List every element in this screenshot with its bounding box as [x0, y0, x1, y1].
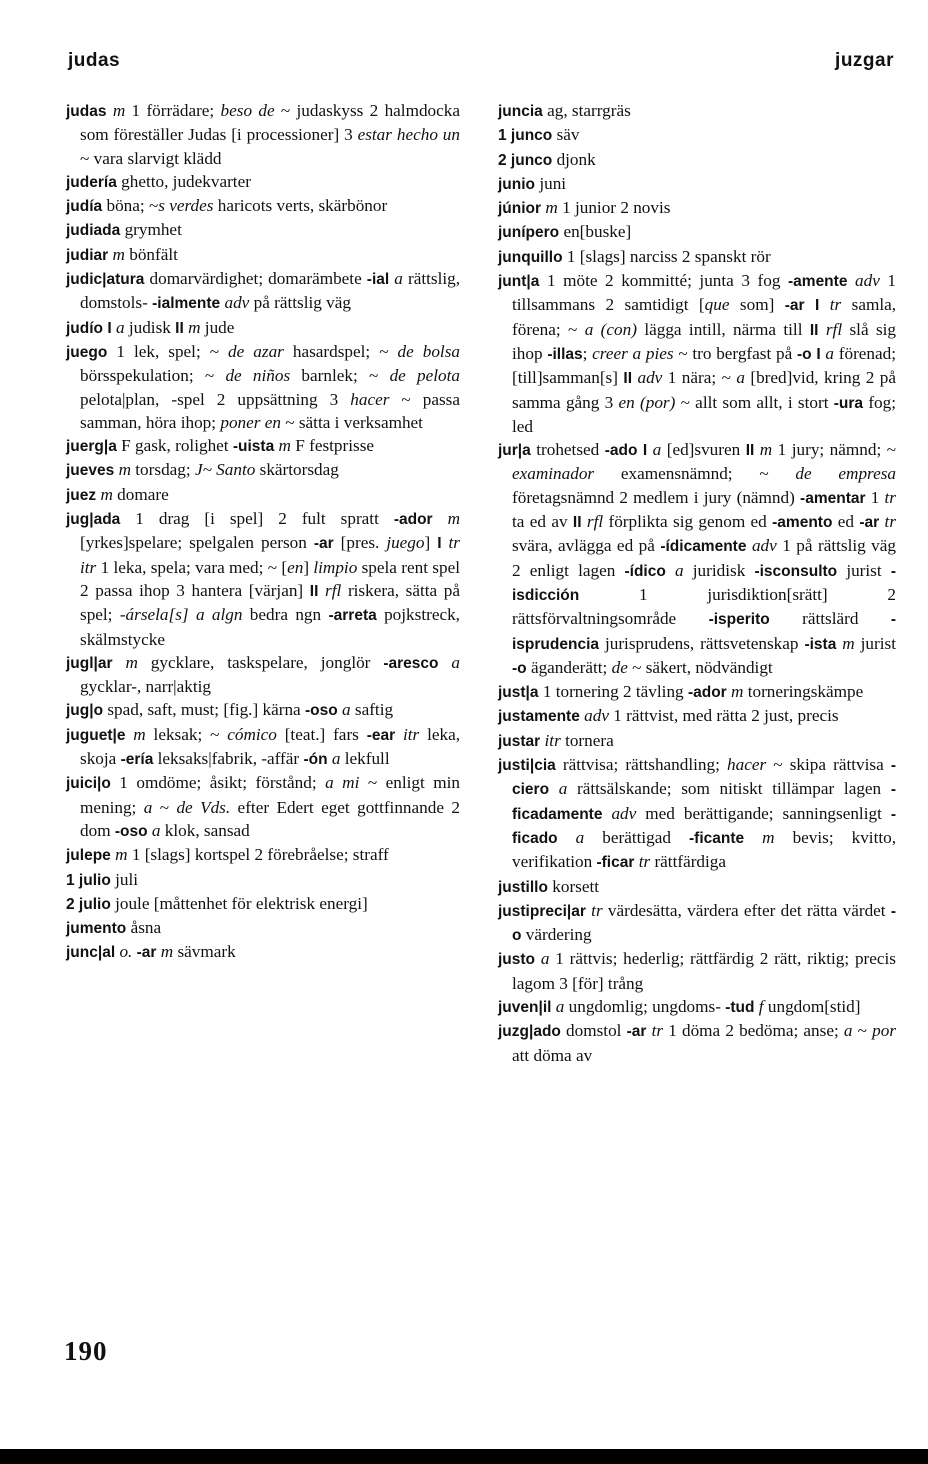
scan-bottom-border — [0, 1449, 928, 1464]
dictionary-entry: justi|cia rättvisa; rättshandling; hacer ~ skipa rättvisa -ciero a rättsälskande; som nitiskt tillämpar lagen -ficadamente adv med berättigande; sanningsenligt -ficado a berättigad -ficante m bevis; kvitto, verifikation -ficar tr rättfärdiga — [498, 755, 897, 872]
dictionary-entry: junio juni — [498, 173, 567, 193]
dictionary-entry: juego 1 lek, spel; ~ de azar hasardspel; ~ de bolsa börsspekulation; ~ de niños barnlek; ~ de pelota pelota|plan, -spel 2 uppsättning 3 hacer ~ passa samman, höra ihop; poner en ~ sätta i verksamhet — [66, 341, 461, 432]
dictionary-entry: juven|il a ungdomlig; ungdoms- -tud f ungdom[stid] — [498, 996, 861, 1016]
dictionary-entry: juzg|ado domstol -ar tr 1 döma 2 bedöma; anse; a ~ por att döma av — [498, 1021, 897, 1065]
dictionary-entry: 1 julio juli — [66, 869, 139, 889]
dictionary-entry: justamente adv 1 rättvist, med rätta 2 just, precis — [498, 706, 839, 726]
dictionary-entry: justipreci|ar tr värdesätta, värdera efter det rätta värdet -o värdering — [498, 900, 897, 945]
dictionary-entry: junc|al o. -ar m sävmark — [66, 942, 236, 962]
dictionary-entry: juerg|a F gask, rolighet -uista m F festprisse — [66, 436, 375, 456]
dictionary-entry: juguet|e m leksak; ~ cómico [teat.] fars -ear itr leka, skoja -ería leksaks|fabrik, -affär -ón a lekfull — [66, 724, 460, 769]
dictionary-entry: juici|o 1 omdöme; åsikt; förstånd; a mi ~ enligt min mening; a ~ de Vds. efter Edert eget gottfinnande 2 dom -oso a klok, sansad — [66, 773, 460, 840]
left-column — [66, 99, 460, 965]
dictionary-entry: judas m 1 förrädare; beso de ~ judaskyss 2 halmdocka som föreställer Judas [i processioner] 3 estar hecho un ~ vara slarvigt klädd — [66, 101, 460, 168]
dictionary-entry: juez m domare — [66, 484, 169, 504]
dictionary-entry: judiar m bönfält — [66, 244, 178, 264]
dictionary-entry: justo a 1 rättvis; hederlig; rättfärdig 2 rätt, riktig; precis lagom 3 [för] trång — [498, 949, 896, 993]
dictionary-entry: jueves m torsdag; J~ Santo skärtorsdag — [66, 460, 339, 480]
dictionary-entry: junípero en[buske] — [498, 222, 632, 242]
dictionary-entry: jug|ada 1 drag [i spel] 2 fult spratt -ador m [yrkes]spelare; spelgalen person -ar [pres. juego] I tr itr 1 leka, spela; vara med; ~ [en] limpio spela rent spel 2 passa ihop 3 hantera [värjan] II rfl riskera, sätta på spel; -ársela[s] a algn bedra ngn -arreta pojkstreck, skälmstycke — [66, 509, 460, 649]
dictionary-entry: 2 junco djonk — [498, 149, 596, 169]
dictionary-entry: julepe m 1 [slags] kortspel 2 förebråelse; straff — [66, 845, 389, 865]
dictionary-entry: júnior m 1 junior 2 novis — [498, 198, 671, 218]
dictionary-entry: just|a 1 tornering 2 tävling -ador m torneringskämpe — [498, 682, 864, 702]
dictionary-entry: junquillo 1 [slags] narciss 2 spanskt rör — [498, 246, 771, 266]
dictionary-entry: 1 junco säv — [498, 125, 580, 145]
page-number: 190 — [64, 1336, 108, 1366]
dictionary-entry: jumento åsna — [66, 918, 162, 938]
dictionary-entry: judería ghetto, judekvarter — [66, 171, 251, 191]
dictionary-entry: justar itr tornera — [498, 730, 614, 750]
right-column — [498, 99, 896, 1067]
dictionary-entry: junt|a 1 möte 2 kommitté; junta 3 fog -amente adv 1 tillsammans 2 samtidigt [que som] -ar I tr samla, förena; ~ a (con) lägga intill, närma till II rfl slå sig ihop -illas; creer a pies ~ tro bergfast på -o I a förenad; [till]samman[s] II adv 1 nära; ~ a [bred]vid, kring 2 på samma gång 3 en (por) ~ allt som allt, i stort -ura fog; led — [498, 271, 897, 436]
dictionary-entry: jur|a trohetsed -ado I a [ed]svuren II m 1 jury; nämnd; ~ examinador examensnämnd; ~ de empresa företagsnämnd 2 medlem i jury (nämnd) -amentar 1 tr ta ed av II rfl förplikta sig genom ed -amento ed -ar tr svära, avlägga ed på -ídicamente adv 1 på rättslig väg 2 enligt lagen -ídico a juridisk -isconsulto jurist -isdicción 1 jurisdiktion[srätt] 2 rättsförvaltningsområde -isperito rättslärd -isprudencia jurisprudens, rättsvetenskap -ista m jurist -o äganderätt; de ~ säkert, nödvändigt — [498, 440, 897, 677]
dictionary-entry: jug|o spad, saft, must; [fig.] kärna -oso a saftig — [66, 700, 394, 720]
dictionary-entry: judic|atura domarvärdighet; domarämbete -ial a rättslig, domstols- -ialmente adv på rättslig väg — [66, 269, 461, 313]
dictionary-entry: judiada grymhet — [66, 220, 182, 240]
dictionary-entry: 2 julio joule [måttenhet för elektrisk energi] — [66, 893, 368, 913]
dictionary-entry: judía böna; ~s verdes haricots verts, skärbönor — [66, 196, 388, 216]
dictionary-entry: jugl|ar m gycklare, taskspelare, jonglör -aresco a gycklar-, narr|aktig — [66, 652, 461, 697]
dictionary-entry: justillo korsett — [498, 876, 600, 896]
guide-word-left: judas — [68, 50, 121, 71]
guide-word-right: juzgar — [835, 50, 894, 71]
dictionary-entry: juncia ag, starrgräs — [498, 101, 631, 120]
dictionary-entry: judío I a judisk II m jude — [66, 317, 235, 337]
